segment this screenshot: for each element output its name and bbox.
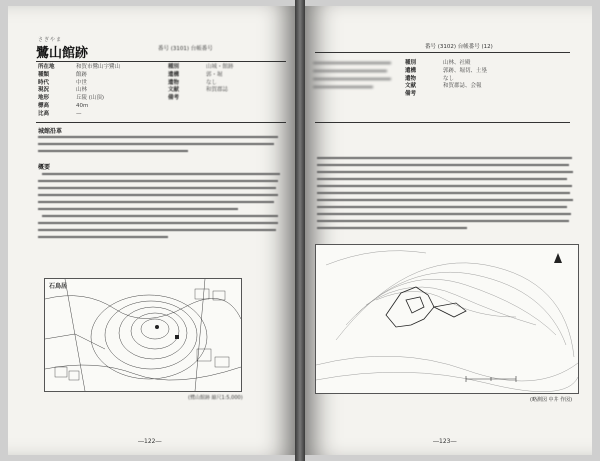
field-row: 遺物 なし	[168, 79, 218, 86]
field-row: 種類 館跡	[38, 71, 88, 78]
title-ruby: さぎやま	[38, 37, 63, 43]
text-lines	[38, 135, 283, 157]
field-row: 文献 和賀郡誌	[168, 87, 229, 94]
record-number: 番号 (3101) 台帳番号	[158, 46, 213, 52]
map-label: 石鳥居	[49, 283, 68, 290]
field-row: 所在地 和賀市鷺山字鷺山	[38, 64, 121, 70]
field-row: 現況 山林	[38, 87, 88, 94]
field-row: 遺物 なし	[405, 75, 455, 82]
book-gutter	[295, 0, 305, 461]
title-rule	[36, 61, 286, 62]
contour-map	[45, 279, 241, 391]
history-text	[38, 135, 283, 157]
right-page	[305, 6, 592, 455]
field-row: 備考	[168, 95, 180, 102]
left-page	[8, 6, 295, 455]
text-lines	[313, 60, 393, 108]
map-caption-left: (鷺山館跡 縮尺1:5,000)	[188, 395, 243, 401]
field-row: 地形 丘陵 (山頂)	[38, 95, 105, 102]
title-rule	[315, 52, 570, 53]
field-row: 文献 和賀郡誌、会報	[405, 83, 482, 90]
site-map-left	[44, 278, 242, 392]
site-map-right	[315, 244, 579, 394]
text-lines	[317, 156, 575, 242]
section-history: 城館沿革	[38, 128, 63, 135]
page-title: 鷺山館跡	[36, 46, 89, 61]
info-fields	[405, 60, 487, 99]
map-caption-right: (略測図 中井 作図)	[530, 397, 573, 403]
field-row: 種別 山城・館跡	[168, 64, 234, 70]
field-row: 標高 40m	[38, 102, 89, 109]
info-fields-right	[168, 64, 234, 103]
field-row: 遺構 郭・堀	[168, 71, 223, 78]
field-row: 備考	[405, 91, 417, 98]
field-row: 比高 —	[38, 110, 82, 117]
page-number-right: ―123―	[433, 438, 457, 445]
record-number: 番号 (3102) 台帳番号 (12)	[425, 44, 493, 50]
overview-text	[317, 156, 575, 242]
fields-rule	[36, 122, 286, 123]
contour-map	[316, 245, 578, 393]
info-fields-left	[38, 64, 120, 119]
overview-text	[38, 172, 283, 242]
field-row: 時代 中世	[38, 79, 88, 86]
field-row: 種別 山林、社殿	[405, 60, 471, 66]
section-overview: 概要	[38, 164, 51, 171]
text-lines	[38, 172, 283, 242]
fields-rule	[315, 122, 570, 123]
field-row: 遺構 郭跡、堀切、土塁	[405, 67, 488, 74]
left-column-text	[313, 60, 393, 108]
page-number-left: ―122―	[138, 438, 162, 445]
